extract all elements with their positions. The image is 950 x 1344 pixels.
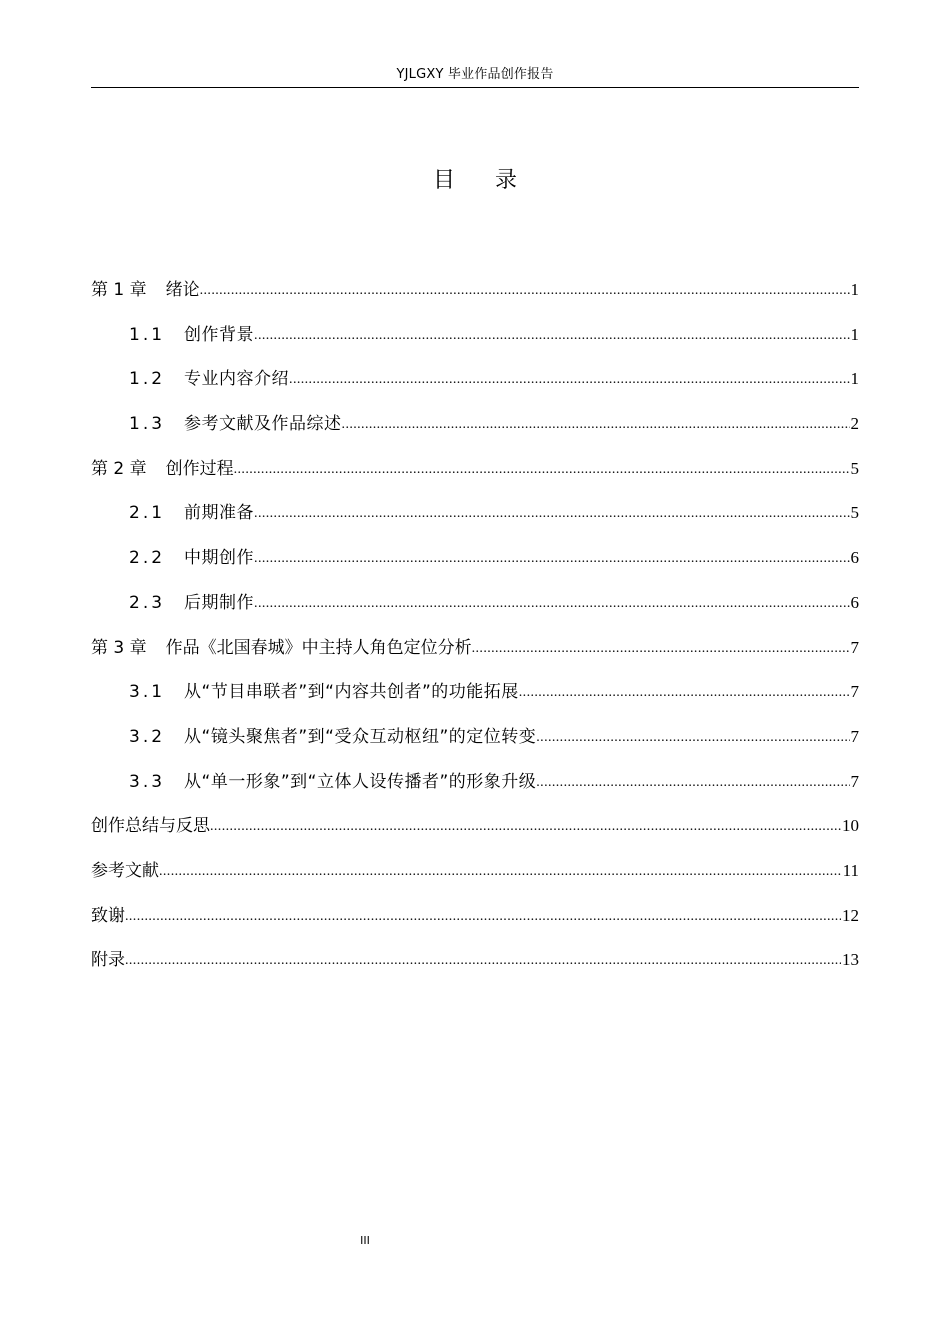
toc-dot-leader [472,635,850,662]
toc-dot-leader [254,322,849,349]
toc-entry-page: 10 [842,816,859,836]
toc-entry[interactable] [91,813,859,858]
toc-entry[interactable] [91,947,859,992]
toc-entry-page: 13 [842,950,859,970]
toc-entry-page: 12 [842,905,859,925]
toc-entry-page: 1 [850,280,859,299]
toc-entry-title: 作品《北国春城》中主持人角色定位分析 [165,637,472,658]
toc-entry[interactable] [91,277,859,322]
toc-entry-title: 专业内容介绍 [184,369,290,390]
toc-entry[interactable] [91,411,859,456]
toc-dot-leader [159,858,842,885]
toc-entry-page: 7 [850,682,859,702]
table-of-contents [91,277,859,992]
toc-entry-page: 7 [850,726,859,746]
toc-entry-page: 1 [850,369,859,389]
toc-entry-title: 中期创作 [184,548,255,569]
toc-entry-title: 创作背景 [184,324,255,345]
toc-entry[interactable] [91,903,859,948]
toc-dot-leader [125,947,841,974]
toc-entry-number: 1.1 [129,324,166,345]
toc-entry-title: 参考文献及作品综述 [184,414,342,435]
toc-entry-title: 参考文献 [91,860,159,881]
toc-entry[interactable] [91,635,859,680]
toc-entry[interactable] [91,456,859,501]
toc-dot-leader [536,724,849,751]
toc-entry-title: 绪论 [165,280,200,300]
toc-entry[interactable] [91,724,859,769]
toc-entry-number: 1.3 [129,414,166,435]
toc-entry-page: 7 [850,637,859,657]
toc-entry-number: 第 3 章 [91,637,147,658]
toc-entry-title: 从“单一形象”到“立体人设传播者”的形象升级 [184,771,537,792]
toc-entry[interactable] [91,322,859,367]
toc-entry-number: 3.1 [129,682,166,703]
toc-entry-title: 前期准备 [184,503,255,524]
toc-entry-number: 2.2 [129,548,166,569]
toc-dot-leader [342,411,850,438]
toc-title: 目录 [432,168,557,193]
toc-entry-number: 第 2 章 [91,458,147,479]
header-divider [91,87,859,88]
toc-entry-page: 11 [842,860,859,880]
toc-dot-leader [536,769,849,796]
toc-entry[interactable] [91,769,859,814]
toc-entry-title: 致谢 [91,905,125,926]
toc-dot-leader [289,366,849,393]
toc-entry-page: 6 [850,548,859,568]
toc-entry-page: 6 [850,592,859,612]
toc-entry-number: 第 1 章 [91,280,147,300]
toc-entry-title: 附录 [91,950,125,971]
toc-dot-leader [254,545,849,572]
toc-entry-page: 5 [850,458,859,478]
toc-entry-page: 1 [850,324,859,344]
toc-dot-leader [254,590,849,617]
toc-dot-leader [210,813,841,840]
toc-entry-title: 创作过程 [165,458,234,479]
toc-dot-leader [125,903,841,930]
toc-entry[interactable] [91,590,859,635]
toc-entry-page: 5 [850,503,859,523]
toc-entry-title: 后期制作 [184,592,255,613]
toc-entry-title: 创作总结与反思 [91,816,210,837]
toc-entry-number: 2.3 [129,592,166,613]
toc-entry-number: 3.3 [129,771,166,792]
toc-dot-leader [234,456,850,483]
toc-entry-title: 从“节目串联者”到“内容共创者”的功能拓展 [184,682,519,703]
toc-entry[interactable] [91,679,859,724]
toc-entry-title: 从“镜头聚焦者”到“受众互动枢纽”的定位转变 [184,726,537,747]
toc-entry[interactable] [91,366,859,411]
toc-entry-number: 2.1 [129,503,166,524]
toc-entry-number: 1.2 [129,369,166,390]
toc-entry[interactable] [91,858,859,903]
toc-entry[interactable] [91,545,859,590]
page-header: YJLGXY 毕业作品创作报告 [396,67,554,82]
toc-entry[interactable] [91,500,859,545]
toc-dot-leader [254,500,849,527]
toc-dot-leader [200,277,850,304]
toc-entry-page: 2 [850,414,859,434]
toc-entry-number: 3.2 [129,726,166,747]
page-number: III [360,1234,370,1247]
toc-dot-leader [519,679,850,706]
toc-entry-page: 7 [850,771,859,791]
